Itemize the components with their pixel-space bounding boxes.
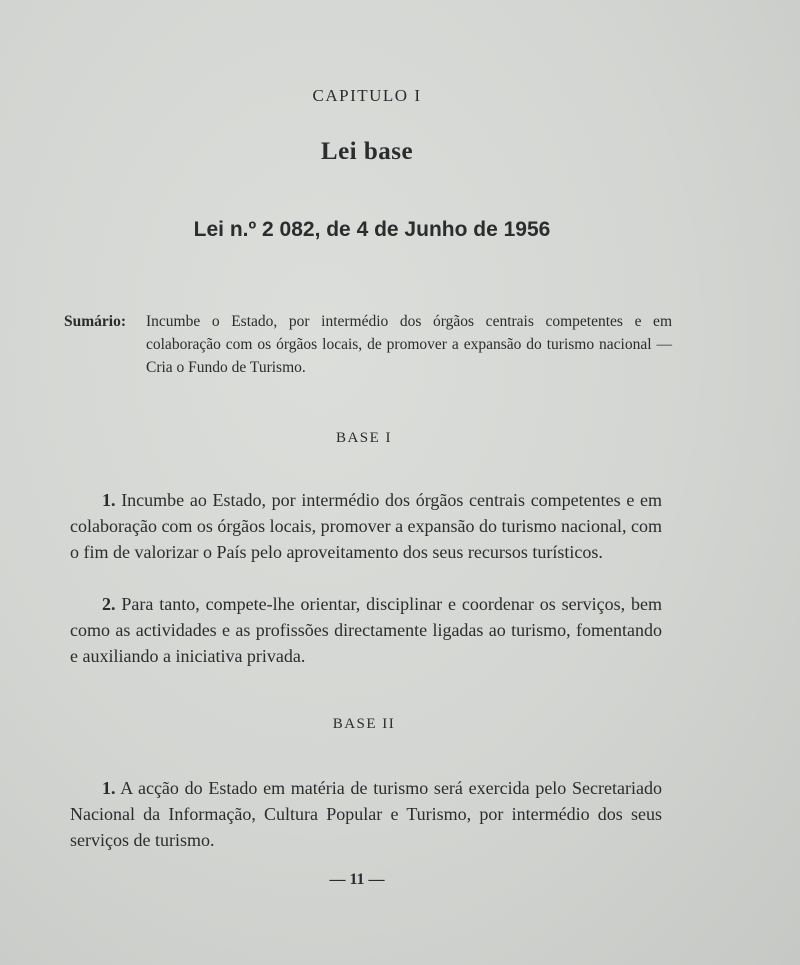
law-heading: Lei n.º 2 082, de 4 de Junho de 1956 — [193, 218, 551, 241]
chapter-heading: CAPITULO I — [312, 86, 422, 105]
paragraph-number: 1. — [102, 490, 116, 510]
summary-text: Incumbe o Estado, por intermédio dos órgãos centrais competentes e em colaboração com os órgãos locais, de promover a expansão do turismo nacional — Cria o Fundo de Turismo. — [146, 313, 672, 376]
page-number: — 11 — — [329, 871, 385, 888]
base-2-heading: BASE II — [332, 716, 396, 732]
paragraph-number: 1. — [102, 778, 116, 798]
base-2-paragraph-1 — [70, 775, 662, 853]
paragraph-text: Para tanto, compete-lhe orientar, disciplinar e coordenar os serviços, bem como as actividades e as profissões directamente ligadas ao turismo, fomentando e auxiliando a iniciativa privada. — [70, 594, 662, 666]
page-title: Lei base — [320, 138, 414, 165]
base-1-paragraph-1 — [70, 487, 662, 565]
paragraph-text: Incumbe ao Estado, por intermédio dos órgãos centrais competentes e em colaboração com os órgãos locais, promover a expansão do turismo nacional, com o fim de valorizar o País pelo aproveitamento dos seus recursos turísticos. — [70, 490, 662, 562]
base-1-heading: BASE I — [335, 430, 393, 446]
base-1-paragraph-2 — [70, 591, 662, 669]
paragraph-text: A acção do Estado em matéria de turismo será exercida pelo Secretariado Nacional da Informação, Cultura Popular e Turismo, por intermédio dos seus serviços de turismo. — [70, 778, 662, 850]
summary-block — [64, 310, 672, 380]
paragraph-number: 2. — [102, 594, 116, 614]
summary-label: Sumário: — [64, 313, 126, 330]
